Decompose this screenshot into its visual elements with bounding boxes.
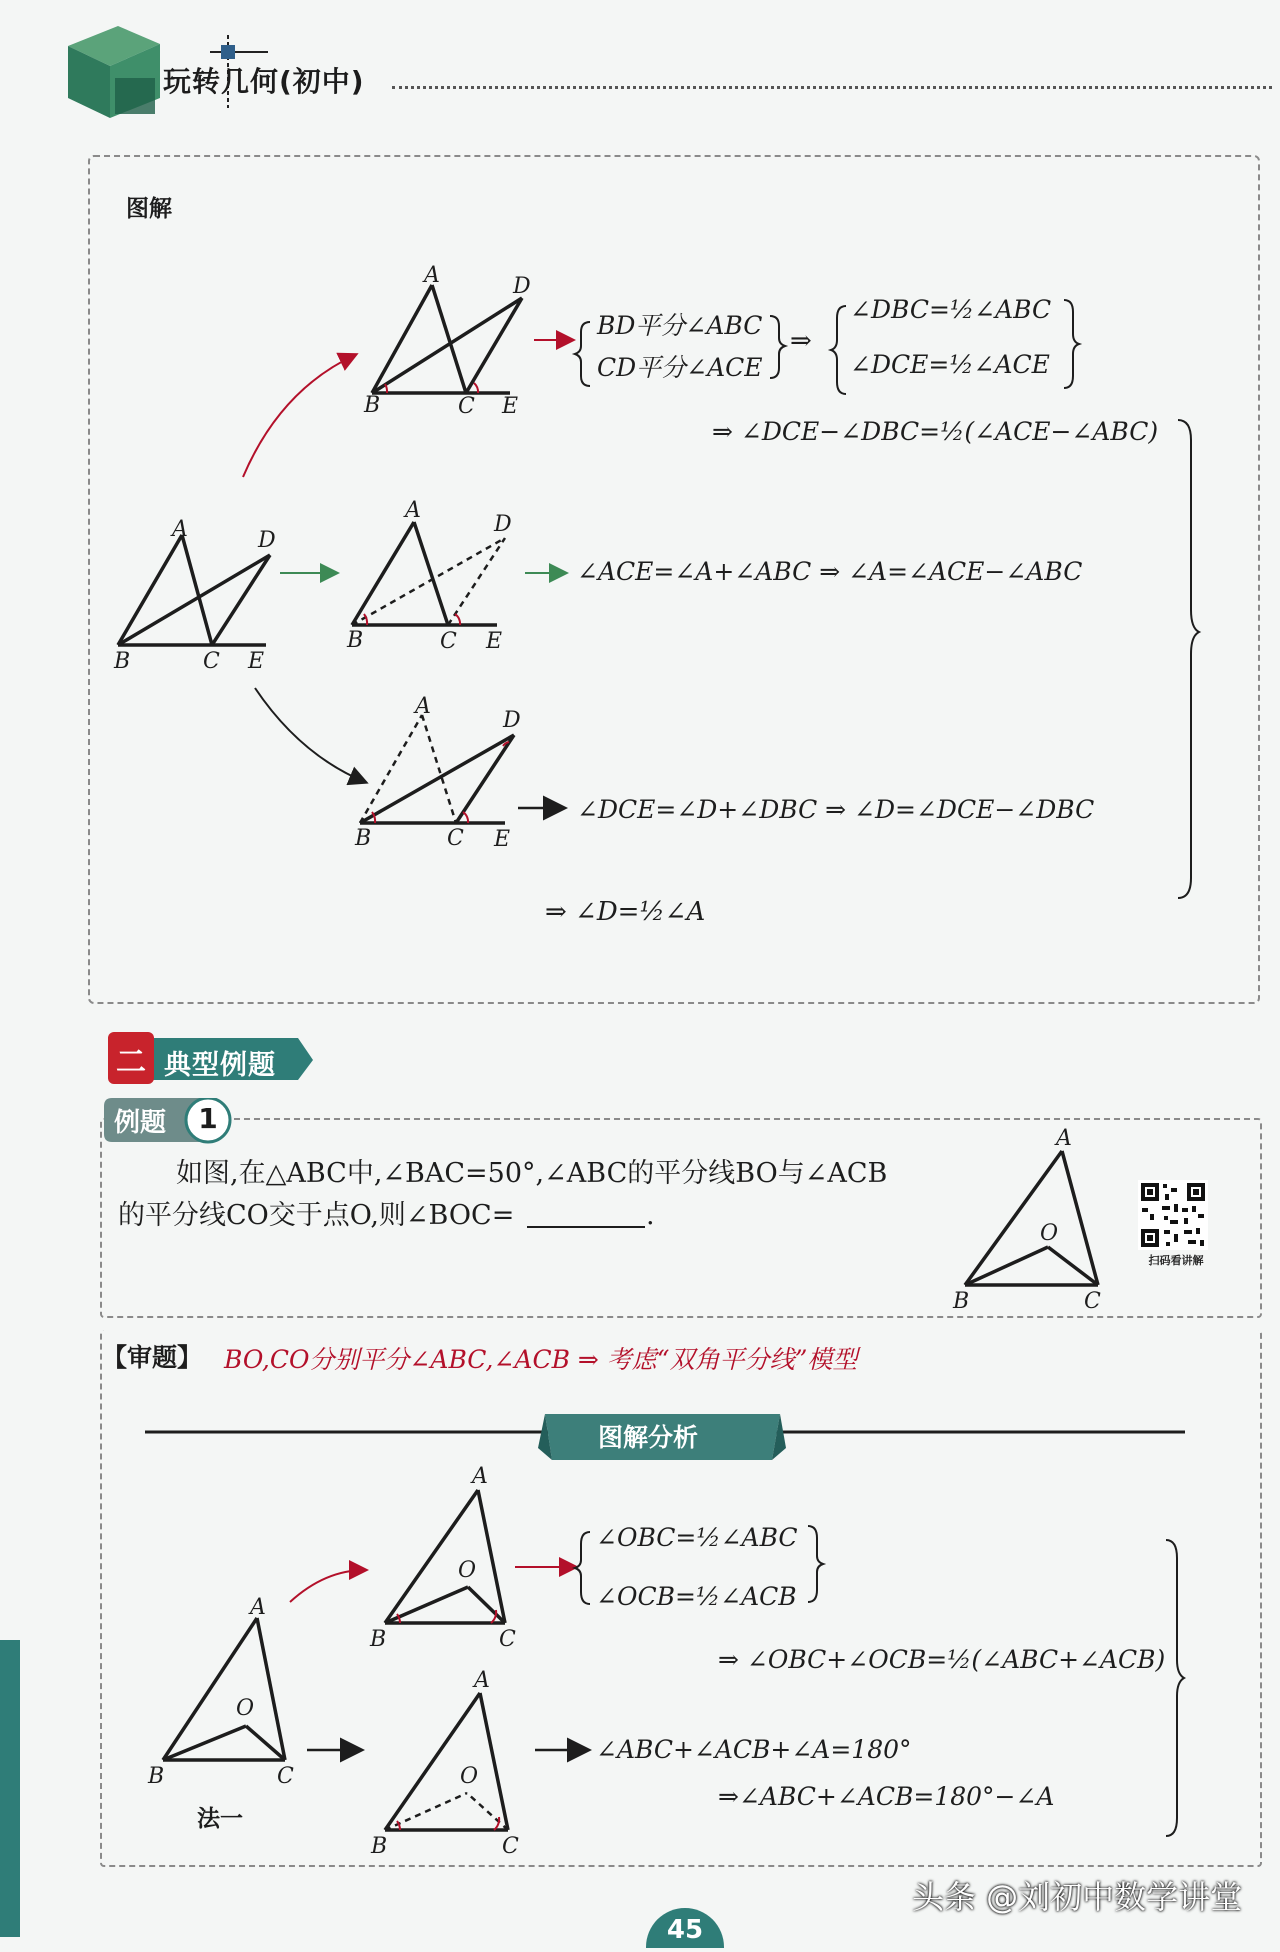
section-label: 图解 (126, 196, 172, 222)
point-label-b: B (364, 393, 381, 418)
point-label-a: A (415, 694, 431, 719)
point-label-b: B (114, 649, 131, 674)
left-brace (831, 306, 846, 394)
method-label: 法一 (197, 1806, 243, 1832)
point-label-c: C (203, 649, 220, 674)
red-curved-arrow (243, 355, 355, 477)
svg-text:O: O (1040, 1221, 1059, 1246)
svg-text:A: A (250, 1595, 266, 1620)
eq-obc-half-abc: ∠OBC=½∠ABC (596, 1523, 798, 1552)
qr-code-icon[interactable] (1138, 1180, 1208, 1250)
svg-text:C: C (277, 1764, 294, 1789)
figure-bottom-triangle (360, 715, 514, 823)
svg-text:C: C (499, 1627, 516, 1652)
implies-arrow-icon: ⇒ (790, 326, 812, 356)
svg-text:A: A (472, 1464, 488, 1489)
figure-middle-triangle (352, 522, 505, 625)
figure-top-triangle (372, 285, 522, 393)
left-brace (575, 322, 590, 386)
eq-ocb-half-acb: ∠OCB=½∠ACB (596, 1582, 797, 1611)
eq-dce-half-ace: ∠DCE=½∠ACE (850, 350, 1050, 379)
conclusion-d-half-a: ⇒ ∠D=½∠A (545, 897, 706, 927)
point-label-b: B (355, 826, 372, 851)
svg-text:B: B (953, 1289, 970, 1314)
point-label-e: E (494, 827, 511, 852)
point-label-d: D (503, 708, 521, 733)
point-label-d: D (513, 274, 531, 299)
point-label-c: C (440, 629, 457, 654)
eq-abc-acb: ⇒∠ABC+∠ACB=180°−∠A (718, 1782, 1055, 1811)
svg-text:A: A (1056, 1126, 1072, 1151)
left-edge-strip (0, 1640, 20, 1937)
svg-text:C: C (1084, 1289, 1101, 1314)
given-cd-bisects: CD平分∠ACE (597, 353, 763, 382)
page-number: 45 (646, 1908, 724, 1948)
watermark: 头条 @刘初中数学讲堂 (912, 1878, 1243, 1916)
svg-text:O: O (458, 1558, 477, 1583)
point-label-b: B (347, 628, 364, 653)
answer-blank[interactable] (527, 1226, 645, 1228)
figure-left-triangle (118, 535, 270, 645)
review-text: BO,CO分别平分∠ABC,∠ACB ⇒ 考虑“双角平分线”模型 (224, 1345, 858, 1374)
review-label: 【审题】 (102, 1343, 203, 1372)
right-brace (1064, 300, 1079, 388)
svg-text:B: B (371, 1834, 388, 1859)
section-title: 典型例题 (164, 1050, 276, 1081)
point-label-c: C (447, 826, 464, 851)
point-label-d: D (494, 512, 512, 537)
eq-sum-half: ⇒ ∠OBC+∠OCB=½(∠ABC+∠ACB) (718, 1645, 1166, 1674)
svg-text:A: A (474, 1668, 490, 1693)
point-label-a: A (405, 498, 421, 523)
svg-text:B: B (370, 1627, 387, 1652)
section-number: 二 (116, 1045, 146, 1080)
example-tag-label: 例题 (114, 1108, 167, 1138)
qr-caption: 扫码看讲解 (1148, 1254, 1204, 1267)
point-label-e: E (248, 649, 265, 674)
point-label-a: A (172, 517, 188, 542)
example-period: . (646, 1200, 655, 1231)
eq-exterior-angle-a: ∠ACE=∠A+∠ABC ⇒ ∠A=∠ACE−∠ABC (577, 557, 1083, 586)
point-label-e: E (502, 394, 519, 419)
example-problem-line1: 如图,在△ABC中,∠BAC=50°,∠ABC的平分线BO与∠ACB (176, 1158, 888, 1189)
point-label-d: D (258, 528, 276, 553)
example-triangle-figure (950, 1115, 1120, 1315)
black-curved-arrow (255, 688, 365, 782)
right-brace (770, 316, 785, 378)
header-title: 玩转几何(初中) (163, 65, 365, 98)
eq-dbc-half-abc: ∠DBC=½∠ABC (850, 295, 1052, 324)
point-label-a: A (424, 263, 440, 288)
svg-text:C: C (502, 1834, 519, 1859)
eq-difference: ⇒ ∠DCE−∠DBC=½(∠ACE−∠ABC) (712, 417, 1159, 446)
example-problem-line2: 的平分线CO交于点O,则∠BOC= (118, 1200, 515, 1231)
example-number: 1 (198, 1102, 218, 1135)
svg-text:O: O (460, 1764, 479, 1789)
eq-exterior-angle-d: ∠DCE=∠D+∠DBC ⇒ ∠D=∠DCE−∠DBC (577, 795, 1095, 824)
point-label-e: E (486, 629, 503, 654)
svg-text:B: B (148, 1764, 165, 1789)
svg-text:O: O (236, 1696, 255, 1721)
point-label-c: C (458, 394, 475, 419)
given-bd-bisects: BD平分∠ABC (597, 311, 763, 340)
eq-angle-sum: ∠ABC+∠ACB+∠A=180° (596, 1735, 912, 1764)
analysis-banner-label: 图解分析 (598, 1423, 699, 1452)
big-right-brace (1178, 420, 1199, 898)
